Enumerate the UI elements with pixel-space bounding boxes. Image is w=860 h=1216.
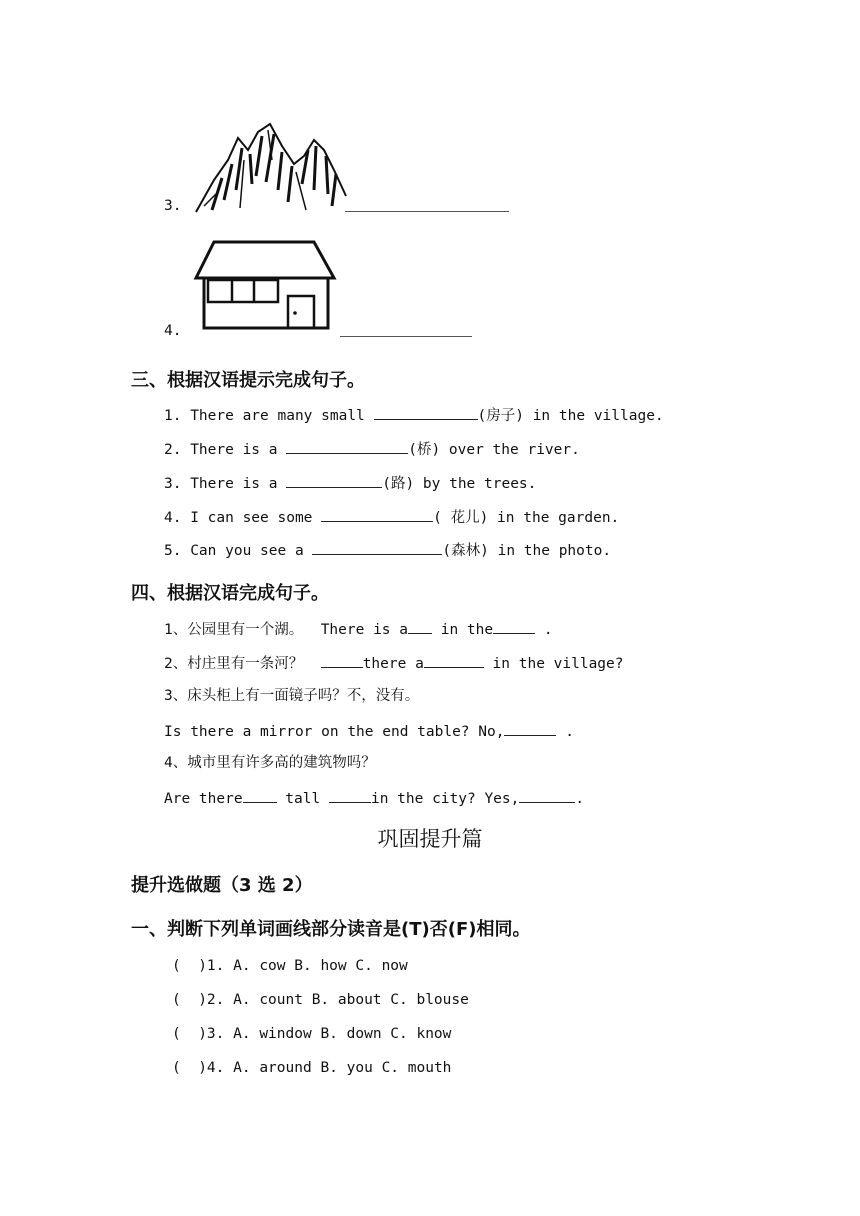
section-heading: 三、根据汉语提示完成句子。 bbox=[131, 370, 365, 391]
choice-row: ( )1. A. cow B. how C. now bbox=[172, 958, 408, 974]
exercise-line: 1. There are many small (房子) in the village. bbox=[164, 404, 664, 426]
fill-blank[interactable] bbox=[286, 438, 408, 454]
picture-number: 3. bbox=[164, 198, 182, 214]
exercise-line: 4. I can see some ( 花儿) in the garden. bbox=[164, 506, 619, 528]
subheading: 提升选做题（3 选 2） bbox=[131, 875, 313, 896]
fill-blank[interactable] bbox=[504, 720, 556, 736]
exercise-line: 1、公园里有一个湖。 There is a in the . bbox=[164, 618, 553, 640]
answer-bracket[interactable]: ( ) bbox=[172, 992, 207, 1008]
exercise-line: Are there tall in the city? Yes, . bbox=[164, 787, 584, 809]
answer-bracket[interactable]: ( ) bbox=[172, 1060, 207, 1076]
exercise-line: 5. Can you see a (森林) in the photo. bbox=[164, 539, 611, 561]
page-title: 巩固提升篇 bbox=[377, 827, 483, 851]
section-heading: 一、判断下列单词画线部分读音是(T)否(F)相同。 bbox=[131, 919, 531, 940]
fill-blank[interactable] bbox=[321, 652, 363, 668]
choice-row: ( )2. A. count B. about C. blouse bbox=[172, 992, 469, 1008]
choice-row: ( )3. A. window B. down C. know bbox=[172, 1026, 452, 1042]
fill-blank[interactable] bbox=[374, 404, 478, 420]
fill-blank[interactable] bbox=[493, 618, 535, 634]
exercise-line: 3、床头柜上有一面镜子吗？不，没有。 bbox=[164, 688, 420, 704]
mountain-icon bbox=[192, 120, 348, 214]
picture-number: 4. bbox=[164, 323, 182, 339]
fill-blank[interactable] bbox=[243, 787, 277, 803]
fill-blank[interactable] bbox=[321, 506, 433, 522]
exercise-line: 4、城市里有许多高的建筑物吗？ bbox=[164, 755, 376, 771]
answer-line-4[interactable] bbox=[340, 336, 472, 337]
fill-blank[interactable] bbox=[312, 539, 442, 555]
fill-blank[interactable] bbox=[424, 652, 484, 668]
fill-blank[interactable] bbox=[286, 472, 382, 488]
answer-line-3[interactable] bbox=[345, 211, 509, 212]
exercise-line: 3. There is a (路) by the trees. bbox=[164, 472, 536, 494]
answer-bracket[interactable]: ( ) bbox=[172, 958, 207, 974]
choice-row: ( )4. A. around B. you C. mouth bbox=[172, 1060, 452, 1076]
fill-blank[interactable] bbox=[329, 787, 371, 803]
exercise-line: 2. There is a (桥) over the river. bbox=[164, 438, 580, 460]
house-icon bbox=[192, 236, 338, 332]
exercise-line: 2、村庄里有一条河？ there a in the village? bbox=[164, 652, 624, 674]
answer-bracket[interactable]: ( ) bbox=[172, 1026, 207, 1042]
section-heading: 四、根据汉语完成句子。 bbox=[131, 583, 329, 604]
exercise-line: Is there a mirror on the end table? No, . bbox=[164, 720, 574, 742]
fill-blank[interactable] bbox=[519, 787, 575, 803]
fill-blank[interactable] bbox=[408, 618, 432, 634]
